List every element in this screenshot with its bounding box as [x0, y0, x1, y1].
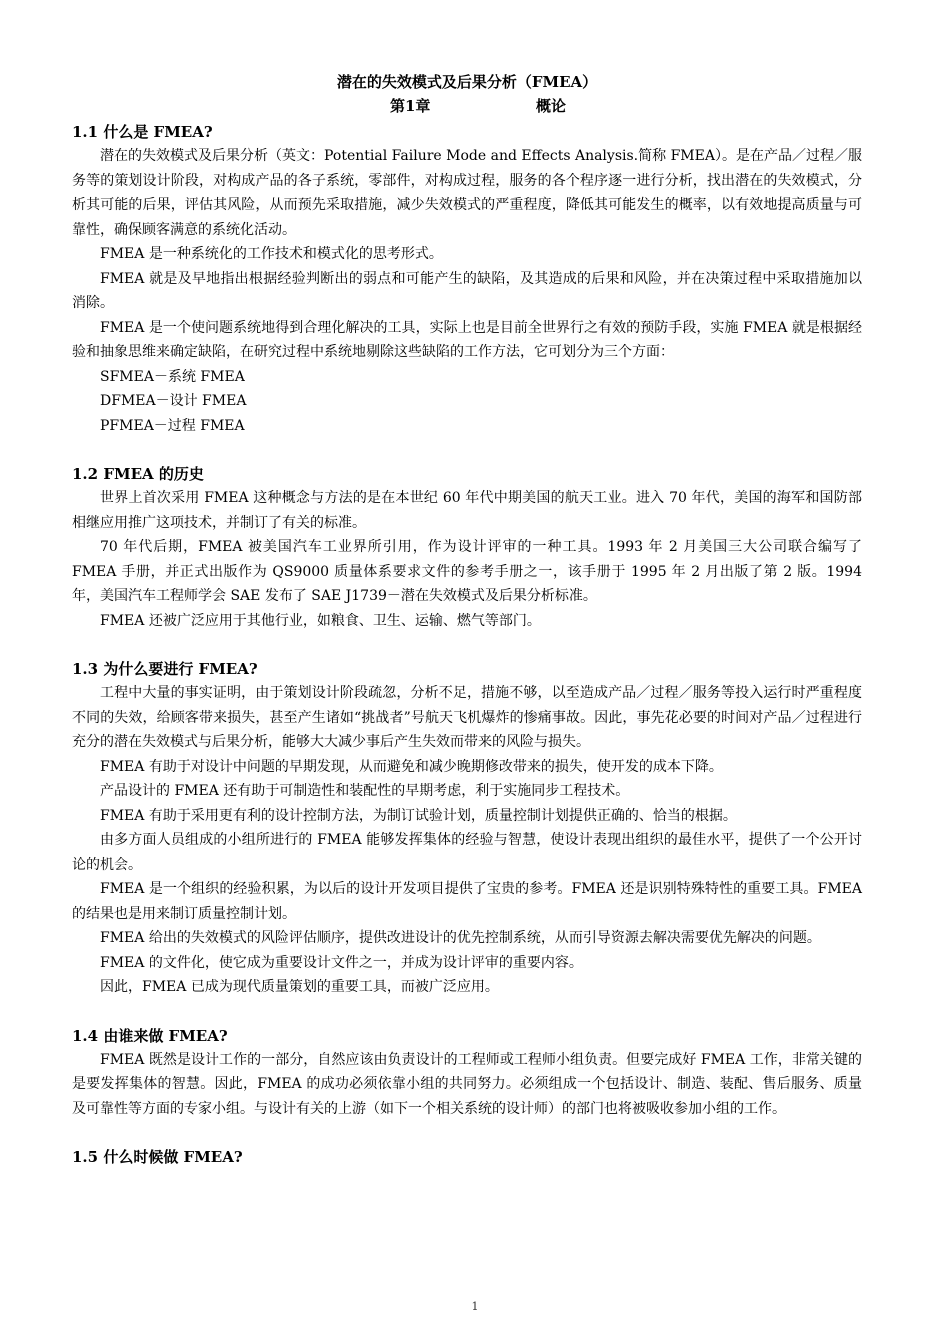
section-heading-1-4: 1.4 由谁来做 FMEA? [72, 1026, 228, 1045]
paragraph: FMEA 是一个组织的经验积累，为以后的设计开发项目提供了宝贵的参考。FMEA 还是识别特殊特性的重要工具。FMEA 的结果也是用来制订质量控制计划。 [72, 881, 862, 922]
paragraph: 潜在的失效模式及后果分析（英文：Potential Failure Mode and Effects Analysis.简称 FMEA）。是在产品／过程／服务等的策划设计阶段，对构成产品的各子系统，零部件，对构成过程，服务的各个程序逐一进行分析，找出潜在的失效模式，分析其可能的后果，评估其风险，从而预先采取措施，减少失效模式的严重程度，降低其可能发生的概率，以有效地提高质量与可靠性，确保顾客满意的系统化活动。 [72, 148, 862, 238]
page-number: 1 [471, 1300, 479, 1313]
paragraph: FMEA 就是及早地指出根据经验判断出的弱点和可能产生的缺陷，及其造成的后果和风险，并在决策过程中采取措施加以消除。 [72, 270, 862, 311]
section-heading-1-1: 1.1 什么是 FMEA? [72, 123, 213, 141]
paragraph: FMEA 有助于采用更有利的设计控制方法，为制订试验计划，质量控制计划提供正确的、恰当的根据。 [100, 807, 737, 824]
chapter-title: 概论 [536, 97, 567, 115]
paragraph: FMEA 的文件化，使它成为重要设计文件之一，并成为设计评审的重要内容。 [100, 954, 583, 971]
document-title: 潜在的失效模式及后果分析（FMEA） [336, 73, 598, 91]
chapter-number: 第1章 [390, 97, 431, 115]
paragraph: FMEA 是一种系统化的工作技术和模式化的思考形式。 [100, 246, 443, 262]
list-item: DFMEA－设计 FMEA [100, 393, 247, 409]
paragraph: FMEA 是一个使问题系统地得到合理化解决的工具，实际上也是目前全世界行之有效的预防手段，实施 FMEA 就是根据经验和抽象思维来确定缺陷，在研究过程中系统地剔除这些缺陷的工作方法，它可划分为三个方面： [72, 319, 862, 360]
section-heading-1-5: 1.5 什么时候做 FMEA? [72, 1148, 243, 1166]
paragraph: 工程中大量的事实证明，由于策划设计阶段疏忽，分析不足，措施不够，以至造成产品／过程／服务等投入运行时严重程度不同的失效，给顾客带来损失，甚至产生诸如“挑战者”号航天飞机爆炸的惨痛事故。因此，事先花必要的时间对产品／过程进行充分的潜在失效模式与后果分析，能够大大减少事后产生失效而带来的风险与损失。 [72, 685, 862, 750]
paragraph: 产品设计的 FMEA 还有助于可制造性和装配性的早期考虑，利于实施同步工程技术。 [100, 783, 630, 799]
paragraph: 世界上首次采用 FMEA 这种概念与方法的是在本世纪 60 年代中期美国的航天工业。进入 70 年代，美国的海军和国防部相继应用推广这项技术，并制订了有关的标准。 [72, 490, 862, 531]
paragraph: 70 年代后期，FMEA 被美国汽车工业界所引用，作为设计评审的一种工具。1993 年 2 月美国三大公司联合编写了 FMEA 手册，并正式出版作为 QS9000 质量体系要求文件的参考手册之一，该手册于 1995 年 2 月出版了第 2 版。1994 年，美国汽车工程师学会 SAE 发布了 SAE J1739－潜在失效模式及后果分析标准。 [72, 539, 862, 604]
list-item: SFMEA－系统 FMEA [100, 368, 245, 385]
section-heading-1-3: 1.3 为什么要进行 FMEA? [72, 660, 258, 678]
list-item: PFMEA－过程 FMEA [100, 417, 245, 434]
paragraph: FMEA 还被广泛应用于其他行业，如粮食、卫生、运输、燃气等部门。 [100, 612, 541, 629]
paragraph: 因此，FMEA 已成为现代质量策划的重要工具，而被广泛应用。 [100, 979, 499, 995]
section-heading-1-2: 1.2 FMEA 的历史 [72, 465, 204, 483]
document-page [72, 70, 862, 1169]
chapter-heading [72, 94, 862, 118]
paragraph: 由多方面人员组成的小组所进行的 FMEA 能够发挥集体的经验与智慧，使设计表现出组织的最佳水平，提供了一个公开讨论的机会。 [72, 832, 862, 873]
paragraph: FMEA 既然是设计工作的一部分，自然应该由负责设计的工程师或工程师小组负责。但要完成好 FMEA 工作，非常关键的是要发挥集体的智慧。因此，FMEA 的成功必须依靠小组的共同努力。必须组成一个包括设计、制造、装配、售后服务、质量及可靠性等方面的专家小组。与设计有关的上游（如下一个相关系统的设计师）的部门也将被吸收参加小组的工作。 [72, 1051, 862, 1117]
paragraph: FMEA 给出的失效模式的风险评估顺序，提供改进设计的优先控制系统，从而引导资源去解决需要优先解决的问题。 [100, 930, 821, 946]
paragraph: FMEA 有助于对设计中问题的早期发现，从而避免和减少晚期修改带来的损失，使开发的成本下降。 [100, 758, 723, 775]
